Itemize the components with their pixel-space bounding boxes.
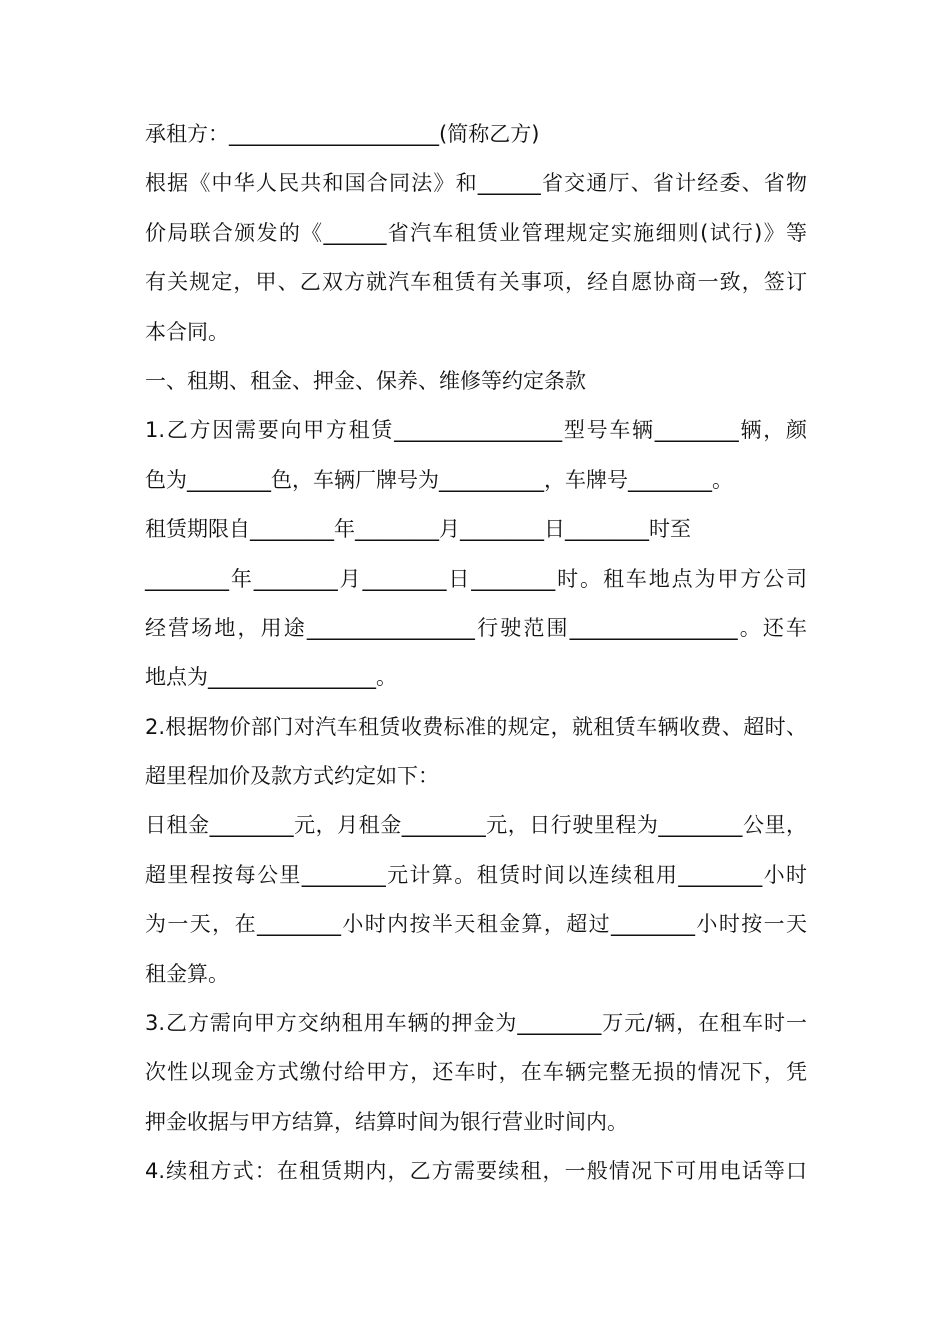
line-text: 为一天，在________小时内按半天租金算，超过________小时按一天 [145, 912, 807, 937]
text-line [145, 851, 807, 900]
line-text: 根据《中华人民共和国合同法》和______省交通厅、省计经委、省物 [145, 171, 807, 196]
line-text: 价局联合颁发的《______省汽车租赁业管理规定实施细则(试行)》等 [145, 220, 807, 245]
line-text: 超里程加价及款方式约定如下： [145, 764, 439, 789]
contract-body [145, 110, 807, 1197]
text-line [145, 801, 807, 850]
line-text: 有关规定，甲、乙双方就汽车租赁有关事项，经自愿协商一致，签订 [145, 270, 807, 295]
line-text: 4.续租方式：在租赁期内，乙方需要续租，一般情况下可用电话等口 [145, 1159, 807, 1184]
text-line [145, 258, 807, 307]
line-text: 次性以现金方式缴付给甲方，还车时，在车辆完整无损的情况下，凭 [145, 1060, 807, 1085]
text-line [145, 900, 807, 949]
line-text: 3.乙方需向甲方交纳租用车辆的押金为________万元/辆，在租车时一 [145, 1011, 807, 1036]
text-line [145, 209, 807, 258]
line-text: 地点为________________。 [145, 665, 397, 690]
text-line [145, 999, 807, 1048]
text-line [145, 1098, 807, 1147]
line-text: 一、租期、租金、押金、保养、维修等约定条款 [145, 368, 586, 393]
line-text: 1.乙方因需要向甲方租赁________________型号车辆________辆，颜 [145, 418, 807, 443]
line-text: 2.根据物价部门对汽车租赁收费标准的规定，就租赁车辆收费、超时、 [145, 714, 807, 739]
line-text: 承租方：____________________(简称乙方) [145, 122, 540, 146]
text-line [145, 950, 807, 999]
text-line [145, 703, 807, 752]
line-text: 租赁期限自________年________月________日________时至 [145, 517, 691, 542]
text-line [145, 555, 807, 604]
text-line [145, 406, 807, 455]
line-text: 超里程按每公里________元计算。租赁时间以连续租用________小时 [145, 862, 807, 887]
text-line [145, 604, 807, 653]
line-text: 经营场地，用途________________行驶范围________________。还车 [145, 615, 807, 640]
text-line [145, 456, 807, 505]
text-line [145, 159, 807, 208]
text-line [145, 110, 807, 159]
line-text: ________年________月________日________时。租车地点为甲方公司 [145, 566, 807, 591]
text-line [145, 505, 807, 554]
section-heading [145, 357, 807, 406]
text-line [145, 752, 807, 801]
text-line [145, 653, 807, 702]
line-text: 日租金________元，月租金________元，日行驶里程为________公里， [145, 813, 807, 838]
line-text: 租金算。 [145, 961, 229, 986]
text-line [145, 1147, 807, 1196]
text-line [145, 1048, 807, 1097]
text-line [145, 308, 807, 357]
line-text: 色为________色，车辆厂牌号为__________，车牌号________。 [145, 467, 733, 492]
line-text: 押金收据与甲方结算，结算时间为银行营业时间内。 [145, 1109, 628, 1134]
line-text: 本合同。 [145, 319, 229, 344]
